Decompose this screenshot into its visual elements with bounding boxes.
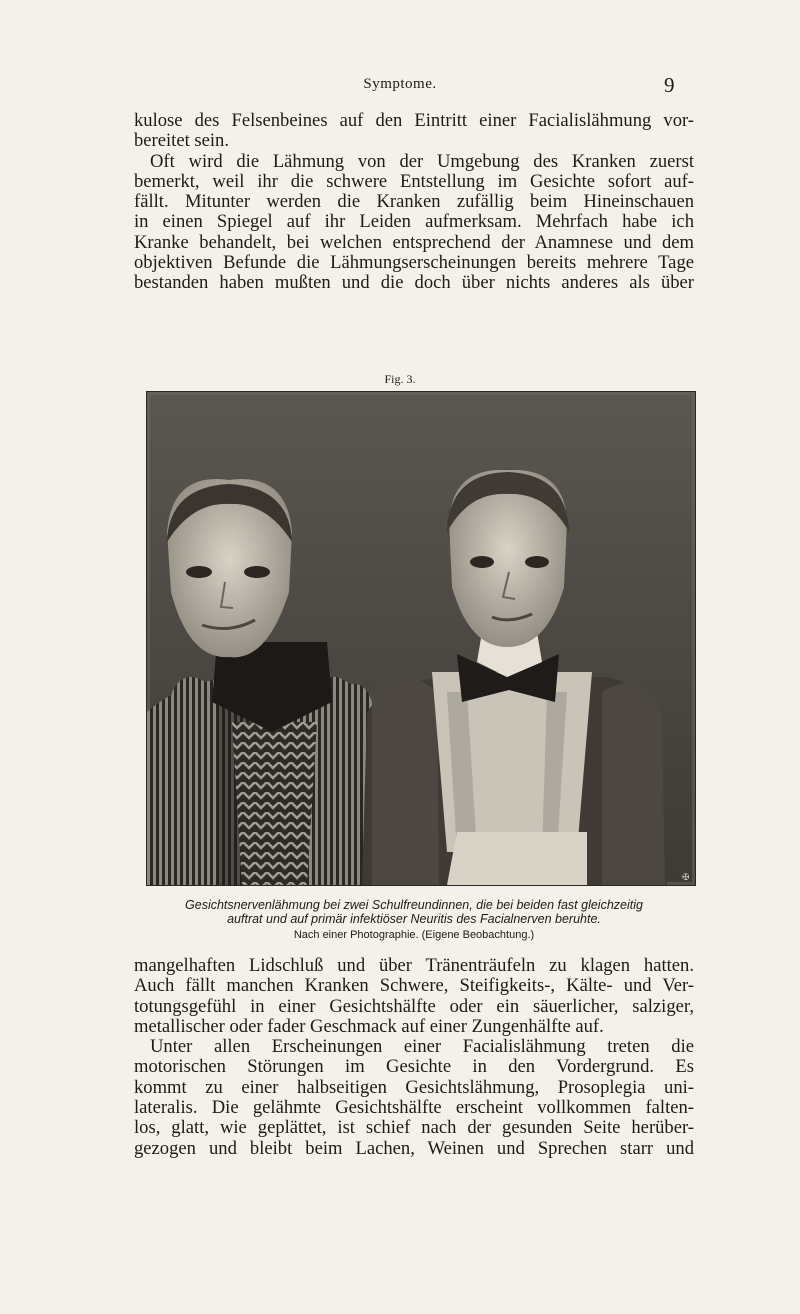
photograph-illustration — [147, 392, 695, 885]
body-text-bottom — [134, 956, 694, 1159]
text-line: motorischen Störungen im Gesichte in den Vordergrund. Es — [134, 1056, 694, 1078]
text-line: Kranke behandelt, bei welchen entsprechend der Anamnese und dem — [134, 231, 694, 253]
text-line: lateralis. Die gelähmte Gesichtshälfte erscheint vollkommen falten- — [134, 1097, 694, 1119]
text-line: in einen Spiegel auf ihr Leiden aufmerksam. Mehrfach habe ich — [134, 211, 694, 233]
text-line: bestanden haben mußten und die doch über nichts anderes als über — [134, 272, 694, 294]
running-head — [0, 73, 800, 98]
text-line: kulose des Felsenbeines auf den Eintritt einer Facialislähmung vor- — [134, 110, 694, 131]
figure-photograph — [146, 391, 696, 886]
text-line: fällt. Mitunter werden die Kranken zufällig beim Hineinschauen — [134, 191, 694, 213]
text-line: metallischer oder fader Geschmack auf einer Zungenhälfte auf. — [134, 1015, 604, 1037]
page-number: 9 — [664, 73, 675, 97]
text-line: los, glatt, wie geplättet, ist schief nach der gesunden Seite herüber- — [134, 1117, 694, 1139]
text-line: gezogen und bleibt beim Lachen, Weinen und Sprechen starr und — [134, 1137, 694, 1159]
figure-label: Fig. 3. — [384, 372, 416, 386]
text-line: Oft wird die Lähmung von der Umgebung des Kranken zuerst — [150, 150, 694, 172]
running-title: Symptome. — [363, 76, 437, 92]
text-line: Auch fällt manchen Kranken Schwere, Steifigkeits-, Kälte- und Ver- — [134, 975, 694, 997]
text-line: totungsgefühl in einer Gesichtshälfte oder ein säuerlicher, salziger, — [134, 995, 694, 1017]
text-line: bereitet sein. — [134, 130, 229, 152]
text-line: Unter allen Erscheinungen einer Facialislähmung treten die — [150, 1036, 694, 1058]
text-line: kommt zu einer halbseitigen Gesichtslähmung, Prosoplegia uni- — [134, 1076, 694, 1098]
text-line: bemerkt, weil ihr die schwere Entstellung im Gesichte sofort auf- — [134, 170, 694, 192]
figure-caption-line-2: auftrat und auf primär infektiöser Neuritis des Facialnerven beruhte. — [227, 912, 601, 926]
text-line: mangelhaften Lidschluß und über Tränenträufeln zu klagen hatten. — [134, 955, 694, 976]
text-line: objektiven Befunde die Lähmungserscheinungen bereits mehrere Tage — [134, 252, 694, 274]
figure-source: Nach einer Photographie. (Eigene Beobachtung.) — [293, 929, 535, 941]
figure-caption-line-1: Gesichtsnervenlähmung bei zwei Schulfreundinnen, die bei beiden fast gleichzeitig — [185, 898, 643, 912]
body-text-top — [134, 111, 694, 294]
svg-text:✠: ✠ — [682, 873, 690, 883]
